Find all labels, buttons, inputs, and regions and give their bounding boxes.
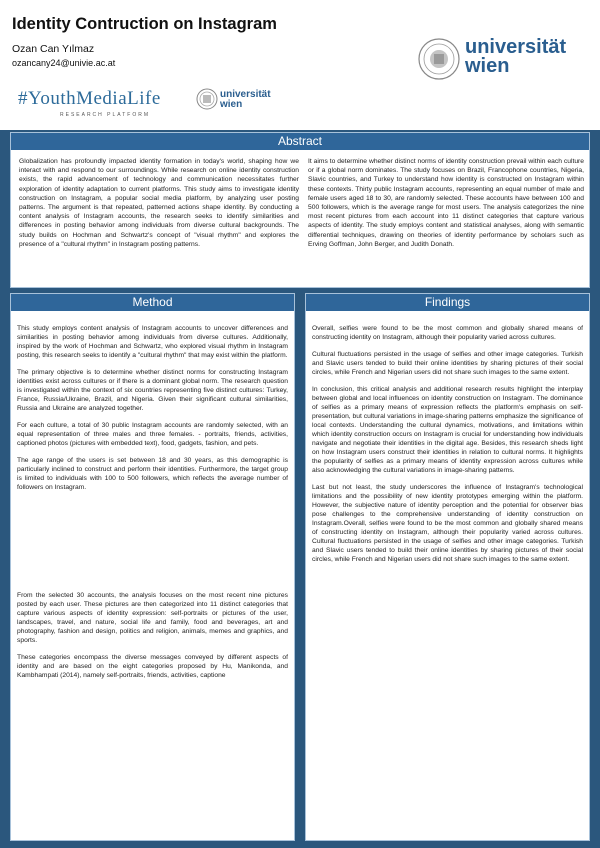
author-name: Ozan Can Yılmaz <box>12 43 95 55</box>
author-email[interactable]: ozancany24@univie.ac.at <box>12 58 116 68</box>
method-body-top <box>17 324 288 500</box>
abstract-right-column: It aims to determine whether distinct norms of identity construction prevail within each culture or if a global norm dominates. The study focuses on Brazil, Francophone countries, Nigeria, Slavic countries, and Turkey to understand how identity is constructed on Instagram within these contexts. Thirty public Instagram accounts, representing an equal number of male and female users aged 18 to 30, are randomly selected. These accounts have between 100 and 500 followers, which is the average range for most users. The analysis categorizes the nine most recent pictures from each account into 11 distinct categories that capture various aspects of identity. The study employs content and statistical analyses, along with semantic differential techniques, drawing on theories of identity performance by scholars such as Erving Goffman, John Berger, and Judith Donath. <box>308 158 584 248</box>
findings-paragraph: In conclusion, this critical analysis and additional research results highlight the interplay between global and local influences on identity construction on Instagram. The dominance of selfies as a primary means of expression reflects the platform's emphasis on self-presentation, but cultural variations in image-sharing patterns emphasize the significance of local contexts. Understanding the cultural dynamics, motivations, and limitations within which identity construction occurs on Instagram is crucial for understanding how individuals navigate and negotiate their identities in the digital age. Besides, this research sheds light on how Instagram users construct their identities in relation to cultural norms. It highlights the popularity of selfies as a primary means of identity expression across cultures while also acknowledging the cultural variations in image-sharing patterns. <box>312 386 583 474</box>
poster-header <box>0 0 600 130</box>
youth-media-life-logo: #YouthMediaLife <box>18 88 161 109</box>
university-small-line1: universität <box>220 89 271 100</box>
method-paragraph: From the selected 30 accounts, the analysis focuses on the most recent nine pictures posted by each user. These pictures are then categorized into 11 distinct categories that capture various aspects of identity expression: self-portraits or pictures of the user, landscapes, travel, and nature, social life and family, food and beverages, art and photography, fashion and design, politics and religion, animals, memes and graphics, and sports. <box>17 592 288 644</box>
findings-heading: Findings <box>306 294 589 311</box>
university-logo <box>465 38 566 76</box>
method-paragraph: These categories encompass the diverse messages conveyed by different aspects of identity and are based on the eight categories proposed by Hu, Manikonda, and Kambhampati (2014), namely self-portraits, friends, activities, captione <box>17 654 288 679</box>
youth-media-life-subtitle: RESEARCH PLATFORM <box>60 112 151 118</box>
university-small-line2: wien <box>220 99 243 110</box>
method-paragraph: The age range of the users is set between 18 and 30 years, as this demographic is particularly inclined to construct and perform their identities. Furthermore, the target group is limited to individuals with 100 to 500 followers, which reflects the average number of followers on Instagram. <box>17 457 288 491</box>
findings-paragraph: Cultural fluctuations persisted in the usage of selfies and other image categories. Turkish and Slavic users tended to build their online identities by sharing pictures of their social circles, while French and Nigerian users did not share such images to the same extent. <box>312 351 583 376</box>
university-seal-small-icon <box>196 88 218 110</box>
findings-panel <box>305 293 590 841</box>
findings-paragraph: Last but not least, the study underscores the influence of Instagram's technological limitations and the possibility of new identity prototypes emerging within the platform. However, the subjective nature of identity perception and the potential for observer bias pose challenges to the comprehensive understanding of identity construction on Instagram.Overall, selfies were found to be the most common and globally shared means of constructing identity on Instagram, although their popularity varied across cultures. Cultural fluctuations persisted in the usage of selfies and other image categories. Turkish and Slavic users tended to build their online identities by sharing pictures of their social circles, while French and Nigerian users did not share such images to the same extent. <box>312 484 583 563</box>
method-body-bottom <box>17 591 288 688</box>
abstract-panel <box>10 132 590 288</box>
university-line2: wien <box>465 55 510 77</box>
findings-body <box>312 324 583 572</box>
method-paragraph: This study employs content analysis of Instagram accounts to uncover differences and similarities in posting behavior among individuals from diverse cultures. Additionally, inspired by the work of Hochman and Schwartz, who explored visual rhythm in Instagram posting, this research seeks to identify a "cultural rhythm" that may exist within the platform. <box>17 325 288 359</box>
university-seal-icon <box>418 38 460 80</box>
method-heading: Method <box>11 294 294 311</box>
university-line1: universität <box>465 36 567 58</box>
poster-title: Identity Contruction on Instagram <box>12 15 277 33</box>
findings-paragraph: Overall, selfies were found to be the most common and globally shared means of constructing identity on Instagram, although their popularity varied across cultures. <box>312 325 583 341</box>
method-paragraph: For each culture, a total of 30 public Instagram accounts are randomly selected, with an equal representation of three males and three females. - portraits, friends, activities, captioned photos (pictures with embedded text), food, gadgets, fashion, and pets. <box>17 422 288 447</box>
university-logo-small <box>220 90 271 110</box>
abstract-heading: Abstract <box>11 133 589 150</box>
method-panel <box>10 293 295 841</box>
method-paragraph: The primary objective is to determine whether distinct norms for constructing Instagram identities exist across cultures or if there is a dominant global norm. The research question is investigated within the context of six countries representing five distinct cultures: Turkey, France, Russia/Ukraine, Brazil, and Nigeria. Given their significant cultural similarities, Russia and Ukraine are analyzed together. <box>17 369 288 412</box>
abstract-left-column: Globalization has profoundly impacted identity formation in today's world, shaping how we interact with and respond to our surroundings. While research on online identity construction exists, the rapid advancement of technology and communication necessitates further exploration of identity adaptation to current platforms. This study aims to investigate identity construction on Instagram, a popular social media platform, by analyzing user posting patterns. The argument is that repeated, patterned actions shape identity. By conducting a content analysis of Instagram accounts, the research seeks to identify similarities and differences in posting behavior among individuals from diverse cultural backgrounds. The study builds on Hochman and Schwartz's concept of "visual rhythm" and explores the presence of a "cultural rhythm" in Instagram posting patterns. <box>19 158 299 248</box>
